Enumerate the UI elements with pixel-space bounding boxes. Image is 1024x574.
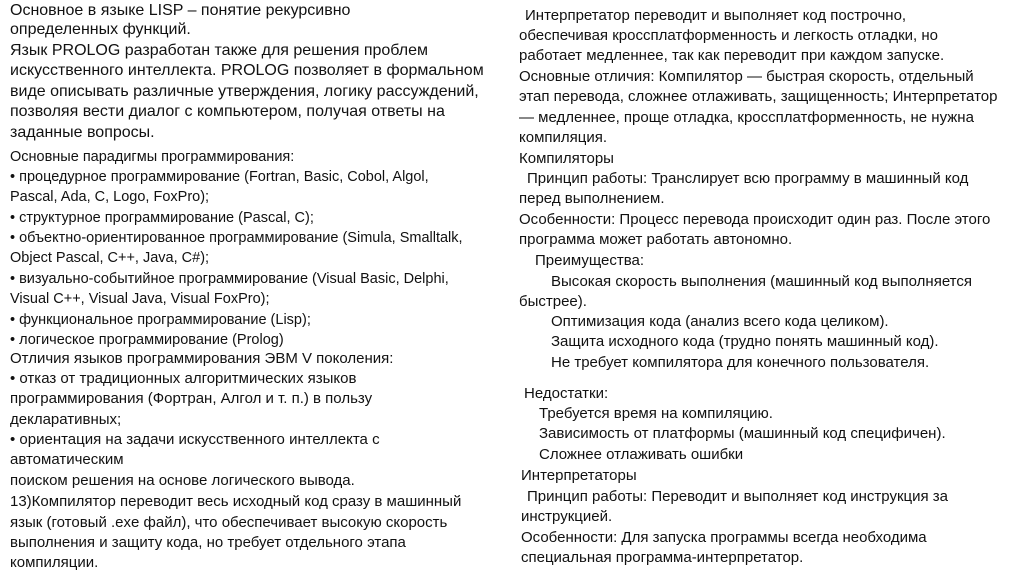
text-line: компиляции. [10,554,99,571]
text-line: Зависимость от платформы (машинный код специфичен). [539,425,946,442]
text-line: Основные парадигмы программирования: [10,149,295,165]
text-line: Основное в языке LISP – понятие рекурсивно [10,2,351,19]
text-line: компиляция. [519,129,608,146]
text-line: выполнения и защиту кода, но требует отдельного этапа [10,534,406,551]
text-line: язык (готовый .exe файл), что обеспечивает высокую скорость [10,514,448,531]
text-line: Visual C++, Visual Java, Visual FoxPro); [10,291,270,307]
text-line: Особенности: Процесс перевода происходит один раз. После этого [519,211,991,228]
text-line: специальная программа-интерпретатор. [521,549,804,566]
text-line: • объектно-ориентированное программирование (Simula, Smalltalk, [10,230,463,246]
text-line: программа может работать автономно. [519,231,793,248]
text-line: Язык PROLOG разработан также для решения проблем [10,42,428,59]
text-line: заданные вопросы. [10,124,155,141]
text-line: • визуально-событийное программирование (Visual Basic, Delphi, [10,271,449,287]
text-line: программирования (Фортран, Алгол и т. п.) в пользу [10,390,373,407]
text-line: Сложнее отлаживать ошибки [539,446,744,463]
text-line: • процедурное программирование (Fortran, Basic, Cobol, Algol, [10,169,429,185]
text-line: • ориентация на задачи искусственного интеллекта с [10,431,380,448]
text-line: Не требует компилятора для конечного пользователя. [551,354,930,371]
text-line: автоматическим [10,451,124,468]
text-line: Интерпретатор переводит и выполняет код построчно, [525,7,907,24]
text-line: • функциональное программирование (Lisp); [10,312,311,328]
text-line: Особенности: Для запуска программы всегда необходима [521,529,927,546]
text-line: Отличия языков программирования ЭВМ V поколения: [10,350,394,367]
text-line: Основные отличия: Компилятор — быстрая скорость, отдельный [519,68,974,85]
text-line: перед выполнением. [519,190,665,207]
text-line: этап перевода, сложнее отлаживать, защищенность; Интерпретатор [519,88,998,105]
text-line: Принцип работы: Переводит и выполняет код инструкция за [527,488,948,505]
text-line: позволяя вести диалог с компьютером, получая ответы на [10,103,445,120]
text-line: — медленнее, проще отладка, кроссплатформенность, не нужна [519,109,974,126]
text-line: Компиляторы [519,150,614,167]
text-line: 13)Компилятор переводит весь исходный код сразу в машинный [10,493,462,510]
text-line: обеспечивая кроссплатформенность и легкость отладки, но [519,27,938,44]
text-line: Принцип работы: Транслирует всю программу в машинный код [527,170,969,187]
text-line: Недостатки: [524,385,609,402]
text-line: работает медленнее, так как переводит при каждом запуске. [519,47,945,64]
text-line: быстрее). [519,293,587,310]
text-line: Pascal, Ada, C, Logo, FoxPro); [10,189,210,205]
text-line: Преимущества: [535,252,645,269]
text-line: Интерпретаторы [521,467,637,484]
text-line: • отказ от традиционных алгоритмических языков [10,370,357,387]
text-line: декларативных; [10,411,122,428]
text-line: Object Pascal, C++, Java, C#); [10,250,210,266]
text-line: Защита исходного кода (трудно понять машинный код). [551,333,939,350]
text-line: Оптимизация кода (анализ всего кода целиком). [551,313,889,330]
text-line: Высокая скорость выполнения (машинный код выполняется [551,273,972,290]
text-line: поиском решения на основе логического вывода. [10,472,355,489]
text-line: • структурное программирование (Pascal, C); [10,210,314,226]
text-line: виде описывать различные утверждения, логику рассуждений, [10,83,479,100]
text-line: Требуется время на компиляцию. [539,405,773,422]
text-line: • логическое программирование (Prolog) [10,332,284,348]
text-line: инструкцией. [521,508,613,525]
text-line: искусственного интеллекта. PROLOG позволяет в формальном [10,62,484,79]
text-line: определенных функций. [10,21,191,38]
